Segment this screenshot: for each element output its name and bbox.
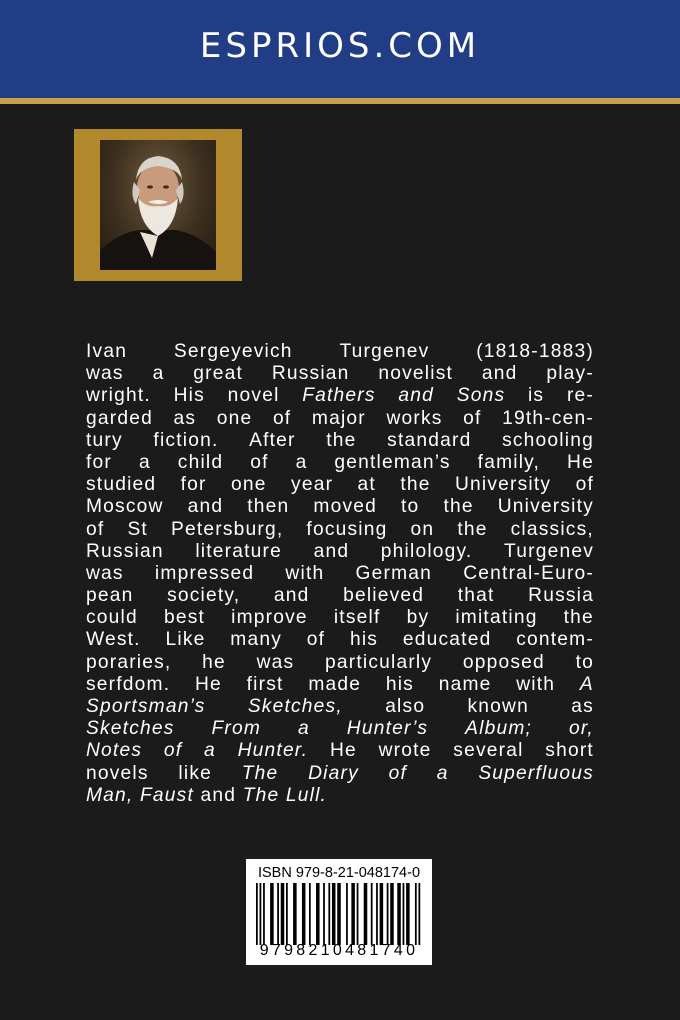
author-biography [86,341,594,807]
barcode-bar [263,883,265,945]
bio-word: made [308,673,362,695]
bio-word: St [127,518,148,540]
bio-word: or, [569,718,594,740]
bio-word: to [575,651,594,673]
gold-divider [0,98,680,104]
bio-word: of [388,762,407,784]
bio-word: itself [333,607,381,629]
bio-word: first [246,673,284,695]
bio-word: at [357,474,376,496]
bio-word: child [177,451,224,473]
bio-word: From [211,718,262,740]
barcode-bar [281,883,285,945]
barcode-bar [328,883,330,945]
bio-word: and [481,363,518,385]
bio-word: of [463,407,482,429]
bio-word: philology. [380,540,473,562]
bio-word: as [173,407,197,429]
author-portrait [100,140,216,270]
bio-word: the [400,474,431,496]
bio-word: could [86,607,138,629]
bio-word: a [204,740,216,762]
bio-word: for [86,451,112,473]
bio-line [86,341,594,363]
bio-word: Man, [86,784,134,806]
barcode-bar [332,883,336,945]
bio-line [86,385,594,407]
bio-word: gentleman’s [334,451,451,473]
bio-word: many [230,629,282,651]
bio-word: and [398,385,435,407]
bio-word: society, [167,585,241,607]
bio-word: family, [477,451,541,473]
bio-word: his [349,629,379,651]
bio-word: The [242,784,280,806]
barcode-bar [351,883,355,945]
barcode-bar [337,883,341,945]
barcode-bar [418,883,420,945]
bio-word: After [249,429,296,451]
bio-word: He [329,740,357,762]
bio-word: Diary [308,762,359,784]
bio-word: Sportsman’s [86,696,206,717]
bio-word: and [200,784,237,806]
barcode-bar [256,883,258,945]
bio-line [86,763,594,785]
bio-word: Notes [86,740,143,762]
bio-word: that [457,585,495,607]
barcode-bar [260,883,262,945]
bio-word: West. [86,629,141,651]
bio-word: works [386,407,443,429]
bio-line [86,696,594,718]
bio-word: 19th-cen- [502,407,594,429]
bio-word: one [231,474,267,496]
bio-word: wright. [86,385,151,407]
bio-word: of [306,629,326,651]
bio-word: Faust [140,784,194,806]
bio-word: re- [566,385,594,407]
bio-word: University [454,474,552,496]
barcode-bar [364,883,368,945]
bio-word: of [575,474,594,496]
barcode-bar [387,883,389,945]
bio-word: short [545,740,594,762]
barcode-bar [277,883,279,945]
bio-word: Ivan [86,341,128,362]
bio-word: garded [86,407,153,429]
barcode-bar [316,883,320,945]
bio-word: also [385,696,426,717]
bio-word: of [163,740,183,762]
bio-word: on [410,518,435,540]
bio-line [86,785,594,807]
bio-word: a [138,451,151,473]
bio-word: contem- [516,629,594,651]
bio-word: standard [387,429,472,451]
bio-word: novelist [378,363,454,385]
bio-word: particularly [325,651,433,673]
bio-word: of [272,407,292,429]
bio-word: to [401,496,420,518]
bio-line [86,452,594,474]
bio-word: is [527,385,545,407]
barcode-bar [309,883,311,945]
bio-word: for [180,474,207,496]
bio-word: and [313,540,350,562]
bio-word: great [193,363,243,385]
barcode-bar [323,883,325,945]
bio-word: fiction. [153,429,219,451]
bio-word: Superfluous [478,762,594,784]
bio-word: wrote [378,740,432,762]
bio-word: Hunter. [237,740,309,762]
bio-word: Like [165,629,206,651]
bio-line [86,474,594,496]
bio-word: Sketches, [247,696,343,717]
bio-word: He [567,451,594,473]
bio-line [86,607,594,629]
bio-line [86,363,594,385]
bio-word: imitating [455,607,538,629]
bio-word: the [457,518,488,540]
bio-word: schooling [502,429,594,451]
bio-line [86,585,594,607]
bio-word: German [355,562,433,584]
barcode-bar [302,883,306,945]
bio-word: impressed [154,562,255,584]
bio-word: of [250,451,269,473]
bio-word: was [86,562,124,584]
bio-word: educated [402,629,492,651]
bio-line [86,652,594,674]
bio-word: classics, [510,518,594,540]
isbn-barcode [246,859,432,965]
bio-word: literature [195,540,282,562]
bio-line [86,563,594,585]
bio-line [86,519,594,541]
bio-word: A [579,673,594,695]
bio-word: was [86,363,124,385]
bio-word: Petersburg, [171,518,284,540]
isbn-label: ISBN 979-8-21-048174-0 [257,865,421,881]
barcode-bar [397,883,401,945]
bio-word: Lull. [285,784,328,806]
bio-word: play- [546,363,594,385]
bio-word: of [86,518,105,540]
bio-word: by [406,607,430,629]
bio-word: with [516,673,556,695]
bio-word: believed [343,585,425,607]
bio-word: Sketches [86,718,175,740]
publisher-banner [0,0,680,98]
bio-word: serfdom. [86,673,171,695]
bio-word: Sons [456,385,506,407]
bio-word: then [247,496,290,518]
bio-word: Turgenev [504,540,594,562]
bio-word: like [178,762,212,784]
bio-word: His [173,385,205,407]
bio-word: his [385,673,414,695]
bio-word: Moscow [86,496,164,518]
bio-word: (1818-1883) [476,341,594,362]
bio-word: Hunter’s [346,718,429,740]
bio-word: the [326,429,357,451]
bio-word: novels [86,762,149,784]
bio-line [86,408,594,430]
bio-word: Russian [86,540,164,562]
bio-word: best [163,607,206,629]
barcode-bar [390,883,394,945]
bio-line [86,718,594,740]
bio-word: Fathers [302,385,376,407]
bio-word: improve [231,607,308,629]
barcode-bar [346,883,348,945]
bio-word: known [467,696,529,717]
bio-line [86,430,594,452]
barcode-bar [380,883,384,945]
bio-word: novel [227,385,280,407]
bio-word: major [311,407,366,429]
bio-word: several [453,740,524,762]
bio-line [86,496,594,518]
bio-word: the [563,607,594,629]
barcode-digits: 9798210481740 [259,942,419,959]
bio-word: a [295,451,308,473]
bio-word: as [571,696,594,717]
barcode-bar [270,883,274,945]
barcode-bars [256,883,422,945]
bio-word: The [241,762,279,784]
bio-word: Album; [465,718,533,740]
bio-word: focusing [306,518,388,540]
bio-word: Russia [528,585,594,607]
bio-word: Russian [271,363,350,385]
bio-word: poraries, [86,651,172,673]
bio-word: studied [86,474,157,496]
bio-word: Turgenev [339,341,430,362]
bio-word: and [187,496,224,518]
publisher-name: ESPRIOS.COM [199,26,481,66]
bio-word: tury [86,429,123,451]
bio-word: one [216,407,253,429]
barcode-bar [403,883,405,945]
bio-line [86,740,594,762]
bio-word: University [497,496,594,518]
bio-word: a [436,762,449,784]
bio-word: with [285,562,325,584]
barcode-bar [415,883,417,945]
bio-line [86,629,594,651]
barcode-bar [357,883,359,945]
barcode-bar [286,883,288,945]
bio-word: he [202,651,226,673]
bio-word: Sergeyevich [173,341,293,362]
bio-word: and [273,585,310,607]
bio-word: Central-Euro- [463,562,594,584]
bio-word: the [443,496,474,518]
bio-word: moved [313,496,377,518]
bio-word: pean [86,585,134,607]
bio-line [86,674,594,696]
bio-line [86,541,594,563]
bio-word: was [256,651,295,673]
bio-word: a [152,363,165,385]
barcode-bar [371,883,373,945]
bio-word: a [297,718,310,740]
bio-word: opposed [462,651,545,673]
bio-word: year [291,474,334,496]
bio-word: name [438,673,492,695]
barcode-bar [376,883,378,945]
bio-word: He [194,673,222,695]
barcode-bar [406,883,410,945]
barcode-bar [293,883,297,945]
